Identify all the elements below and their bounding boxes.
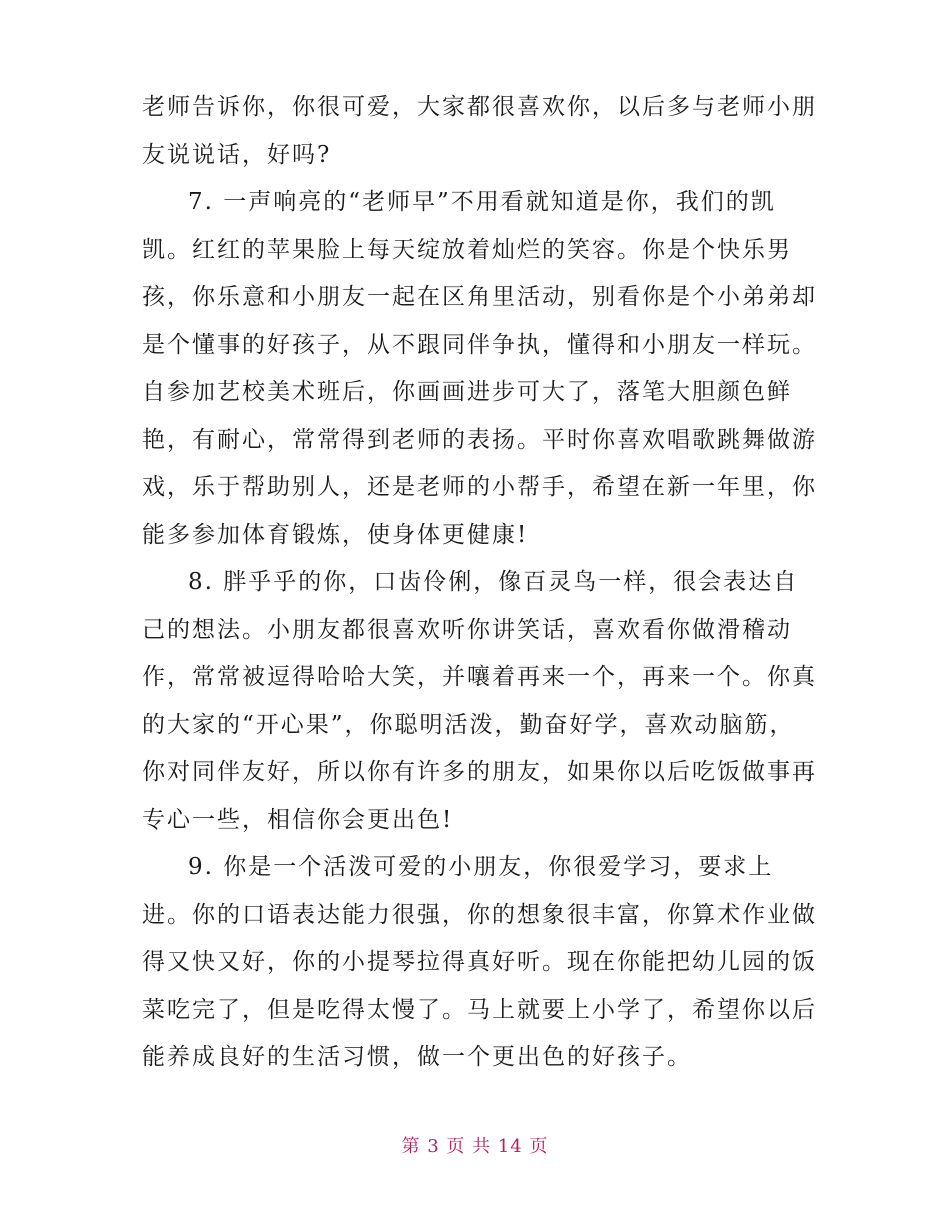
text-line: 戏，乐于帮助别人，还是老师的小帮手，希望在新一年里，你: [142, 474, 817, 500]
text-line: 进。你的口语表达能力很强，你的想象很丰富，你算术作业做: [142, 901, 817, 928]
text-line: 专心一些，相信你会更出色!: [142, 806, 454, 833]
text-line: 凯。红红的苹果脸上每天绽放着灿烂的笑容。你是个快乐男: [142, 236, 792, 263]
paragraph-9-start: 9. 你是一个活泼可爱的小朋友，你很爱学习，要求上: [188, 854, 774, 880]
text-line: 友说说话，好吗?: [142, 141, 332, 168]
document-body: [142, 84, 822, 1082]
text-line: 能养成良好的生活习惯，做一个更出色的好孩子。: [142, 1044, 692, 1070]
text-line: 是个懂事的好孩子，从不跟同伴争执，懂得和小朋友一样玩。: [142, 331, 817, 358]
text-line: 得又快又好，你的小提琴拉得真好听。现在你能把幼儿园的饭: [142, 949, 817, 975]
text-line: 能多参加体育锻炼，使身体更健康!: [142, 521, 529, 548]
text-line: 你对同伴友好，所以你有许多的朋友，如果你以后吃饭做事再: [142, 759, 817, 785]
text-line: 老师告诉你，你很可爱，大家都很喜欢你，以后多与老师小朋: [142, 94, 817, 120]
text-line: 的大家的“开心果”，你聪明活泼，勤奋好学，喜欢动脑筋，: [142, 711, 795, 738]
paragraph-7-start: 7. 一声响亮的“老师早”不用看就知道是你，我们的凯: [188, 189, 776, 215]
text-line: 艳，有耐心，常常得到老师的表扬。平时你喜欢唱歌跳舞做游: [142, 426, 817, 453]
text-line: 自参加艺校美术班后，你画画进步可大了，落笔大胆颜色鲜: [142, 379, 792, 405]
text-line: 己的想法。小朋友都很喜欢听你讲笑话，喜欢看你做滑稽动: [142, 616, 792, 643]
paragraph-8-start: 8. 胖乎乎的你，口齿伶俐，像百灵鸟一样，很会表达自: [188, 569, 799, 595]
text-line: 菜吃完了，但是吃得太慢了。马上就要上小学了，希望你以后: [142, 996, 817, 1023]
page-number-footer: 第 3 页 共 14 页: [401, 1136, 549, 1157]
text-line: 孩，你乐意和小朋友一起在区角里活动，别看你是个小弟弟却: [142, 284, 817, 310]
text-line: 作，常常被逗得哈哈大笑，并嚷着再来一个，再来一个。你真: [142, 664, 817, 690]
